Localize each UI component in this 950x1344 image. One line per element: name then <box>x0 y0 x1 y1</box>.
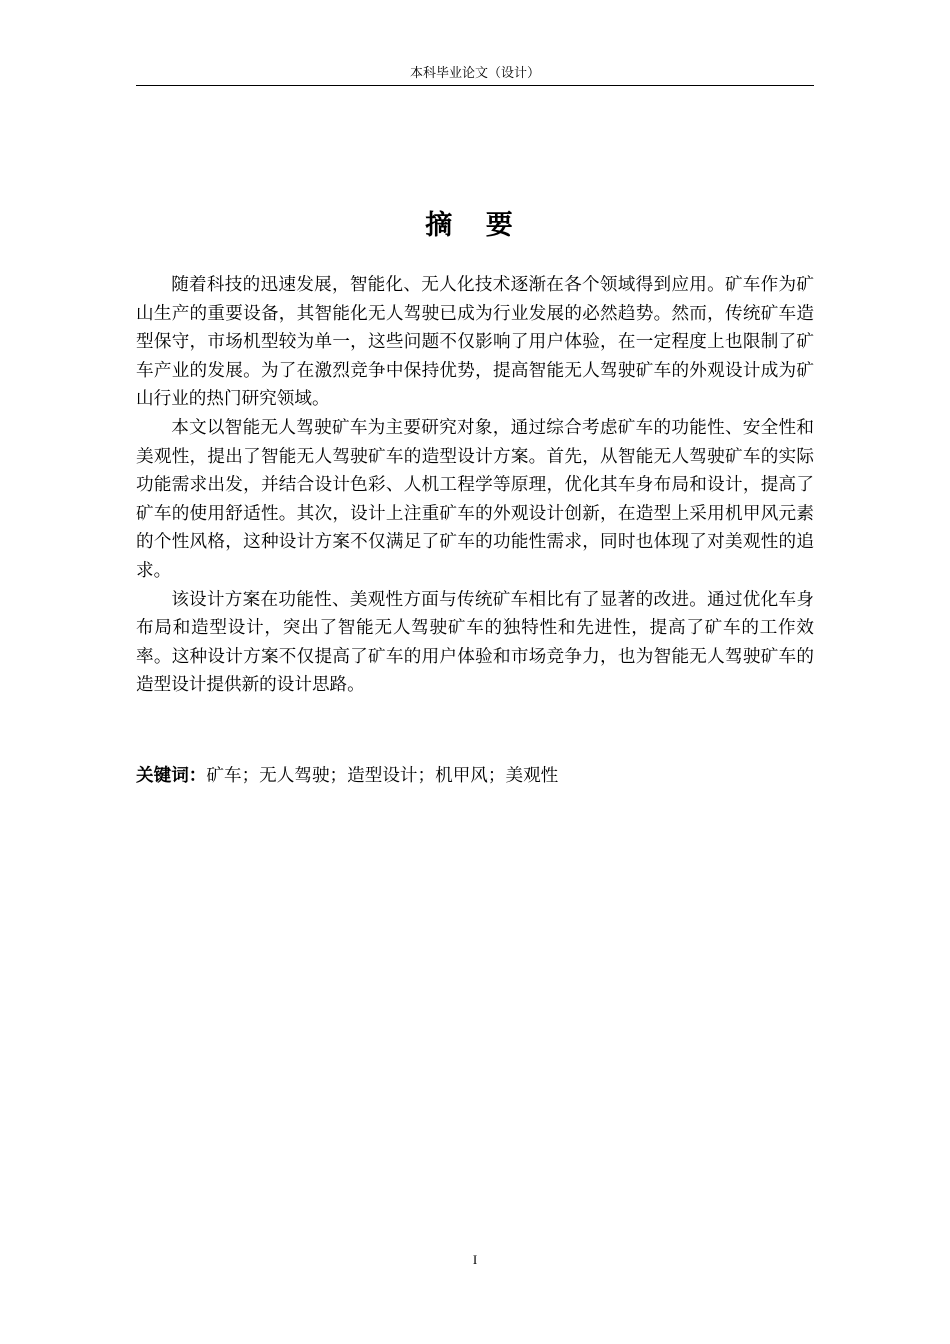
abstract-title: 摘 要 <box>425 210 525 241</box>
abstract-paragraph: 本文以智能无人驾驶矿车为主要研究对象，通过综合考虑矿车的功能性、安全性和美观性，提出了智能无人驾驶矿车的造型设计方案。首先，从智能无人驾驶矿车的实际功能需求出发，并结合设计色彩、人机工程学等原理，优化其车身布局和设计，提高了矿车的使用舒适性。其次，设计上注重矿车的外观设计创新，在造型上采用机甲风元素的个性风格，这种设计方案不仅满足了矿车的功能性需求，同时也体现了对美观性的追求。 <box>136 417 814 581</box>
abstract-paragraph: 该设计方案在功能性、美观性方面与传统矿车相比有了显著的改进。通过优化车身布局和造型设计，突出了智能无人驾驶矿车的独特性和先进性，提高了矿车的工作效率。这种设计方案不仅提高了矿车的用户体验和市场竞争力，也为智能无人驾驶矿车的造型设计提供新的设计思路。 <box>136 589 814 696</box>
header-rule <box>136 85 814 86</box>
keywords-list: 矿车；无人驾驶；造型设计；机甲风；美观性 <box>206 766 559 786</box>
abstract-body <box>136 271 814 700</box>
abstract-paragraph: 随着科技的迅速发展，智能化、无人化技术逐渐在各个领域得到应用。矿车作为矿山生产的重要设备，其智能化无人驾驶已成为行业发展的必然趋势。然而，传统矿车造型保守，市场机型较为单一，这些问题不仅影响了用户体验，在一定程度上也限制了矿车产业的发展。为了在激烈竞争中保持优势，提高智能无人驾驶矿车的外观设计成为矿山行业的热门研究领域。 <box>136 275 814 410</box>
running-header: 本科毕业论文（设计） <box>409 66 540 81</box>
page-number: I <box>472 1252 478 1267</box>
keywords-label: 关键词： <box>136 766 207 786</box>
keywords-line <box>136 762 814 790</box>
